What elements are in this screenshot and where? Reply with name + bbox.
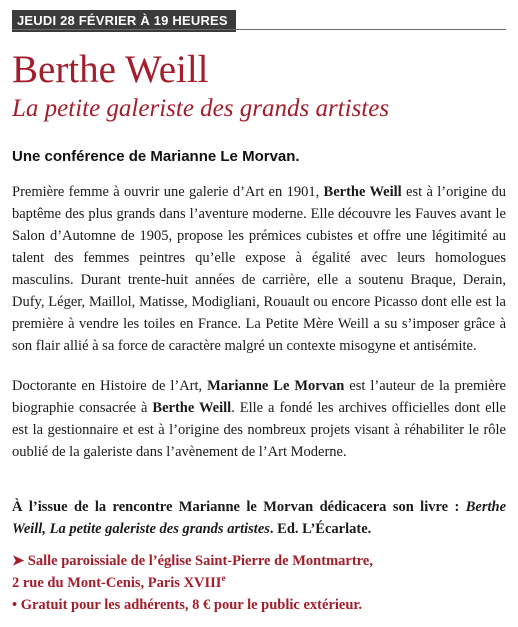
speaker-line: Une conférence de Marianne Le Morvan. xyxy=(12,148,300,165)
paragraph-text: Première femme à ouvrir une galerie d’Art en 1901, xyxy=(12,184,324,200)
arrow-icon: ➤ xyxy=(12,553,25,569)
paragraph-biography xyxy=(12,181,506,357)
header-divider xyxy=(12,29,506,30)
highlight-name: Berthe Weill xyxy=(152,400,232,416)
paragraph-author xyxy=(12,375,506,463)
paragraph-text: est à l’origine du baptême des plus grands dans l’aventure moderne. Elle découvre les Fauves avant le Salon d’Automne de 1905, propose les prémices cubistes et offre une légitimité au talent des femmes peintres qu’elle expose à égalité avec leurs homologues masculins. Durant trente-huit années de carrière, elle a soutenu Braque, Derain, Dufy, Léger, Maillol, Matisse, Modigliani, Rouault ou encore Picasso dont elle est la première à vendre les toiles en France. La Petite Mère Weill a su s’imposer grâce à son flair allié à sa force de caractère malgré un contexte misogyne et antisémite. xyxy=(12,184,506,354)
page-subtitle: La petite galeriste des grands artistes xyxy=(12,95,390,122)
date-banner: JEUDI 28 FÉVRIER À 19 HEURES xyxy=(12,10,236,32)
highlight-name: Berthe Weill xyxy=(323,184,402,200)
bullet-icon: • xyxy=(12,597,18,613)
venue-name: Salle paroissiale de l’église Saint-Pierre de Montmartre, xyxy=(24,553,373,569)
pricing-line xyxy=(12,594,506,616)
publisher: . Ed. L’Écarlate. xyxy=(269,521,372,537)
address-superscript: e xyxy=(221,573,226,584)
paragraph-text: . Elle a fondé les archives officielles dont elle est la gestionnaire et est à l’origine des nombreux projets visant à réhabiliter le rôle oublié de la galeriste dans l’avènement de l’Art Moderne. xyxy=(12,400,506,460)
page-title: Berthe Weill xyxy=(12,48,209,91)
pricing-text: Gratuit pour les adhérents, 8 € pour le public extérieur. xyxy=(17,597,363,613)
signing-notice xyxy=(12,496,506,540)
paragraph-text: est l’auteur de la première biographie consacrée à xyxy=(12,378,506,416)
signing-text: À l’issue de la rencontre Marianne le Morvan dédicacera son livre : xyxy=(12,499,460,515)
highlight-author: Marianne Le Morvan xyxy=(207,378,345,394)
address-text: 2 rue du Mont-Cenis, Paris XVIII xyxy=(12,575,222,591)
paragraph-text: Doctorante en Histoire de l’Art, xyxy=(12,378,208,394)
venue-info xyxy=(12,550,506,616)
book-title: Berthe Weill, La petite galeriste des grands artistes xyxy=(12,499,507,537)
venue-line xyxy=(12,550,506,572)
venue-address xyxy=(12,572,506,594)
